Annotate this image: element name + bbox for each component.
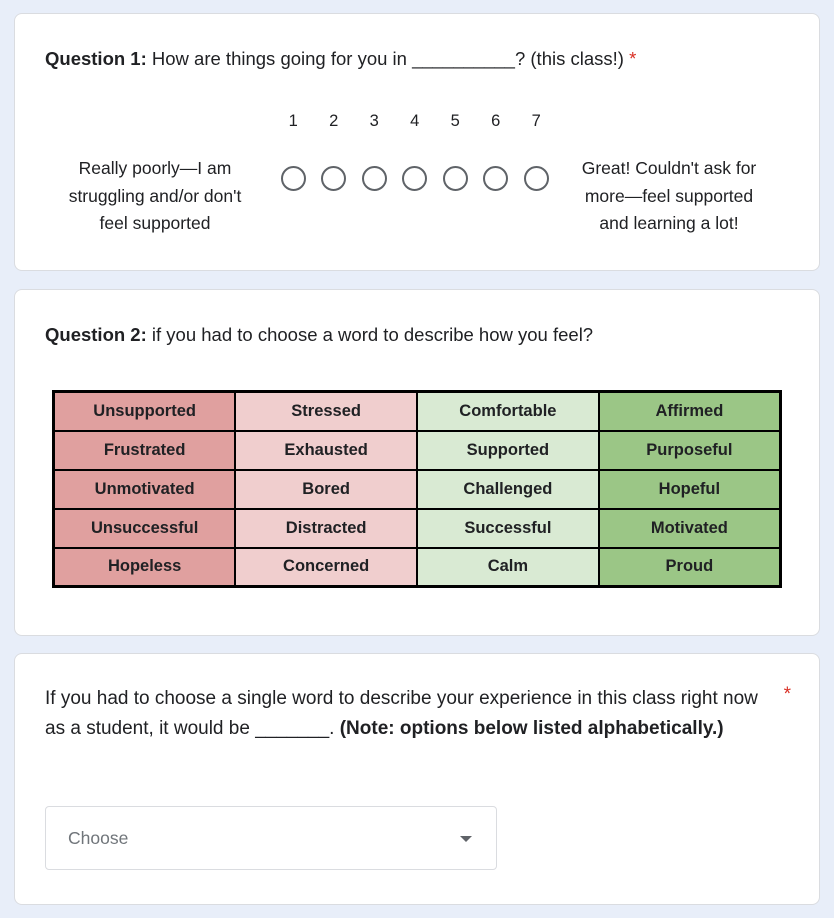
- dropdown-placeholder: Choose: [68, 827, 129, 848]
- grid-cell: Bored: [235, 470, 417, 509]
- grid-cell: Exhausted: [235, 431, 417, 470]
- question-3-note: (Note: options below listed alphabetically.): [339, 718, 724, 739]
- grid-cell: Calm: [417, 548, 599, 587]
- required-mark: *: [629, 48, 637, 69]
- radio-button-7[interactable]: [524, 166, 549, 191]
- grid-row: [54, 470, 781, 509]
- radio-button-1[interactable]: [281, 166, 306, 191]
- grid-cell: Purposeful: [599, 431, 781, 470]
- scale-number-5: 5: [450, 112, 460, 130]
- grid-row: [54, 548, 781, 587]
- grid-cell: Challenged: [417, 470, 599, 509]
- question-3-text: If you had to choose a single word to describe your experience in this class right now as a student, it would be _______.: [45, 688, 758, 739]
- feeling-word-grid: [52, 390, 782, 588]
- grid-cell: Successful: [417, 509, 599, 548]
- grid-cell: Supported: [417, 431, 599, 470]
- scale-number-6: 6: [491, 112, 501, 130]
- scale-option-3: [354, 166, 395, 191]
- scale-number-2: 2: [329, 112, 339, 130]
- grid-row: [54, 509, 781, 548]
- scale-option-2: [314, 166, 355, 191]
- radio-button-3[interactable]: [362, 166, 387, 191]
- scale-number-3: 3: [369, 112, 379, 130]
- question-2-card: [14, 289, 820, 636]
- question-3-title: [45, 684, 775, 744]
- grid-row: [54, 392, 781, 431]
- radio-button-2[interactable]: [321, 166, 346, 191]
- scale-number-4: 4: [410, 112, 420, 130]
- scale-option-6: [476, 166, 517, 191]
- scale-number-1: 1: [288, 112, 298, 130]
- grid-cell: Concerned: [235, 548, 417, 587]
- grid-cell: Proud: [599, 548, 781, 587]
- grid-cell: Hopeful: [599, 470, 781, 509]
- grid-cell: Stressed: [235, 392, 417, 431]
- question-3-card: [14, 653, 820, 905]
- question-2-title: [45, 320, 593, 350]
- scale-low-label: Really poorly—I am struggling and/or don't feel supported: [68, 158, 242, 233]
- grid-cell: Unsupported: [54, 392, 236, 431]
- scale-option-7: [516, 166, 557, 191]
- grid-cell: Unmotivated: [54, 470, 236, 509]
- question-2-label: Question 2:: [45, 324, 147, 345]
- experience-dropdown[interactable]: [45, 806, 497, 870]
- grid-cell: Hopeless: [54, 548, 236, 587]
- radio-button-6[interactable]: [483, 166, 508, 191]
- grid-row: [54, 431, 781, 470]
- question-2-text: if you had to choose a word to describe how you feel?: [146, 324, 594, 345]
- scale-radio-group: [273, 166, 557, 191]
- scale-numbers: [273, 112, 557, 131]
- scale-high-label: Great! Couldn't ask for more—feel supported and learning a lot!: [581, 158, 757, 233]
- radio-button-4[interactable]: [402, 166, 427, 191]
- grid-cell: Affirmed: [599, 392, 781, 431]
- grid-cell: Distracted: [235, 509, 417, 548]
- caret-down-icon: [460, 836, 472, 842]
- question-1-label: Question 1:: [45, 48, 147, 69]
- scale-option-4: [395, 166, 436, 191]
- radio-button-5[interactable]: [443, 166, 468, 191]
- grid-cell: Unsuccessful: [54, 509, 236, 548]
- required-mark: *: [783, 684, 791, 705]
- grid-cell: Comfortable: [417, 392, 599, 431]
- question-1-card: [14, 13, 820, 271]
- grid-cell: Frustrated: [54, 431, 236, 470]
- scale-option-1: [273, 166, 314, 191]
- scale-number-7: 7: [531, 112, 541, 130]
- question-1-title: [45, 44, 636, 74]
- question-1-text: How are things going for you in __________? (this class!): [146, 48, 630, 69]
- grid-cell: Motivated: [599, 509, 781, 548]
- scale-option-5: [435, 166, 476, 191]
